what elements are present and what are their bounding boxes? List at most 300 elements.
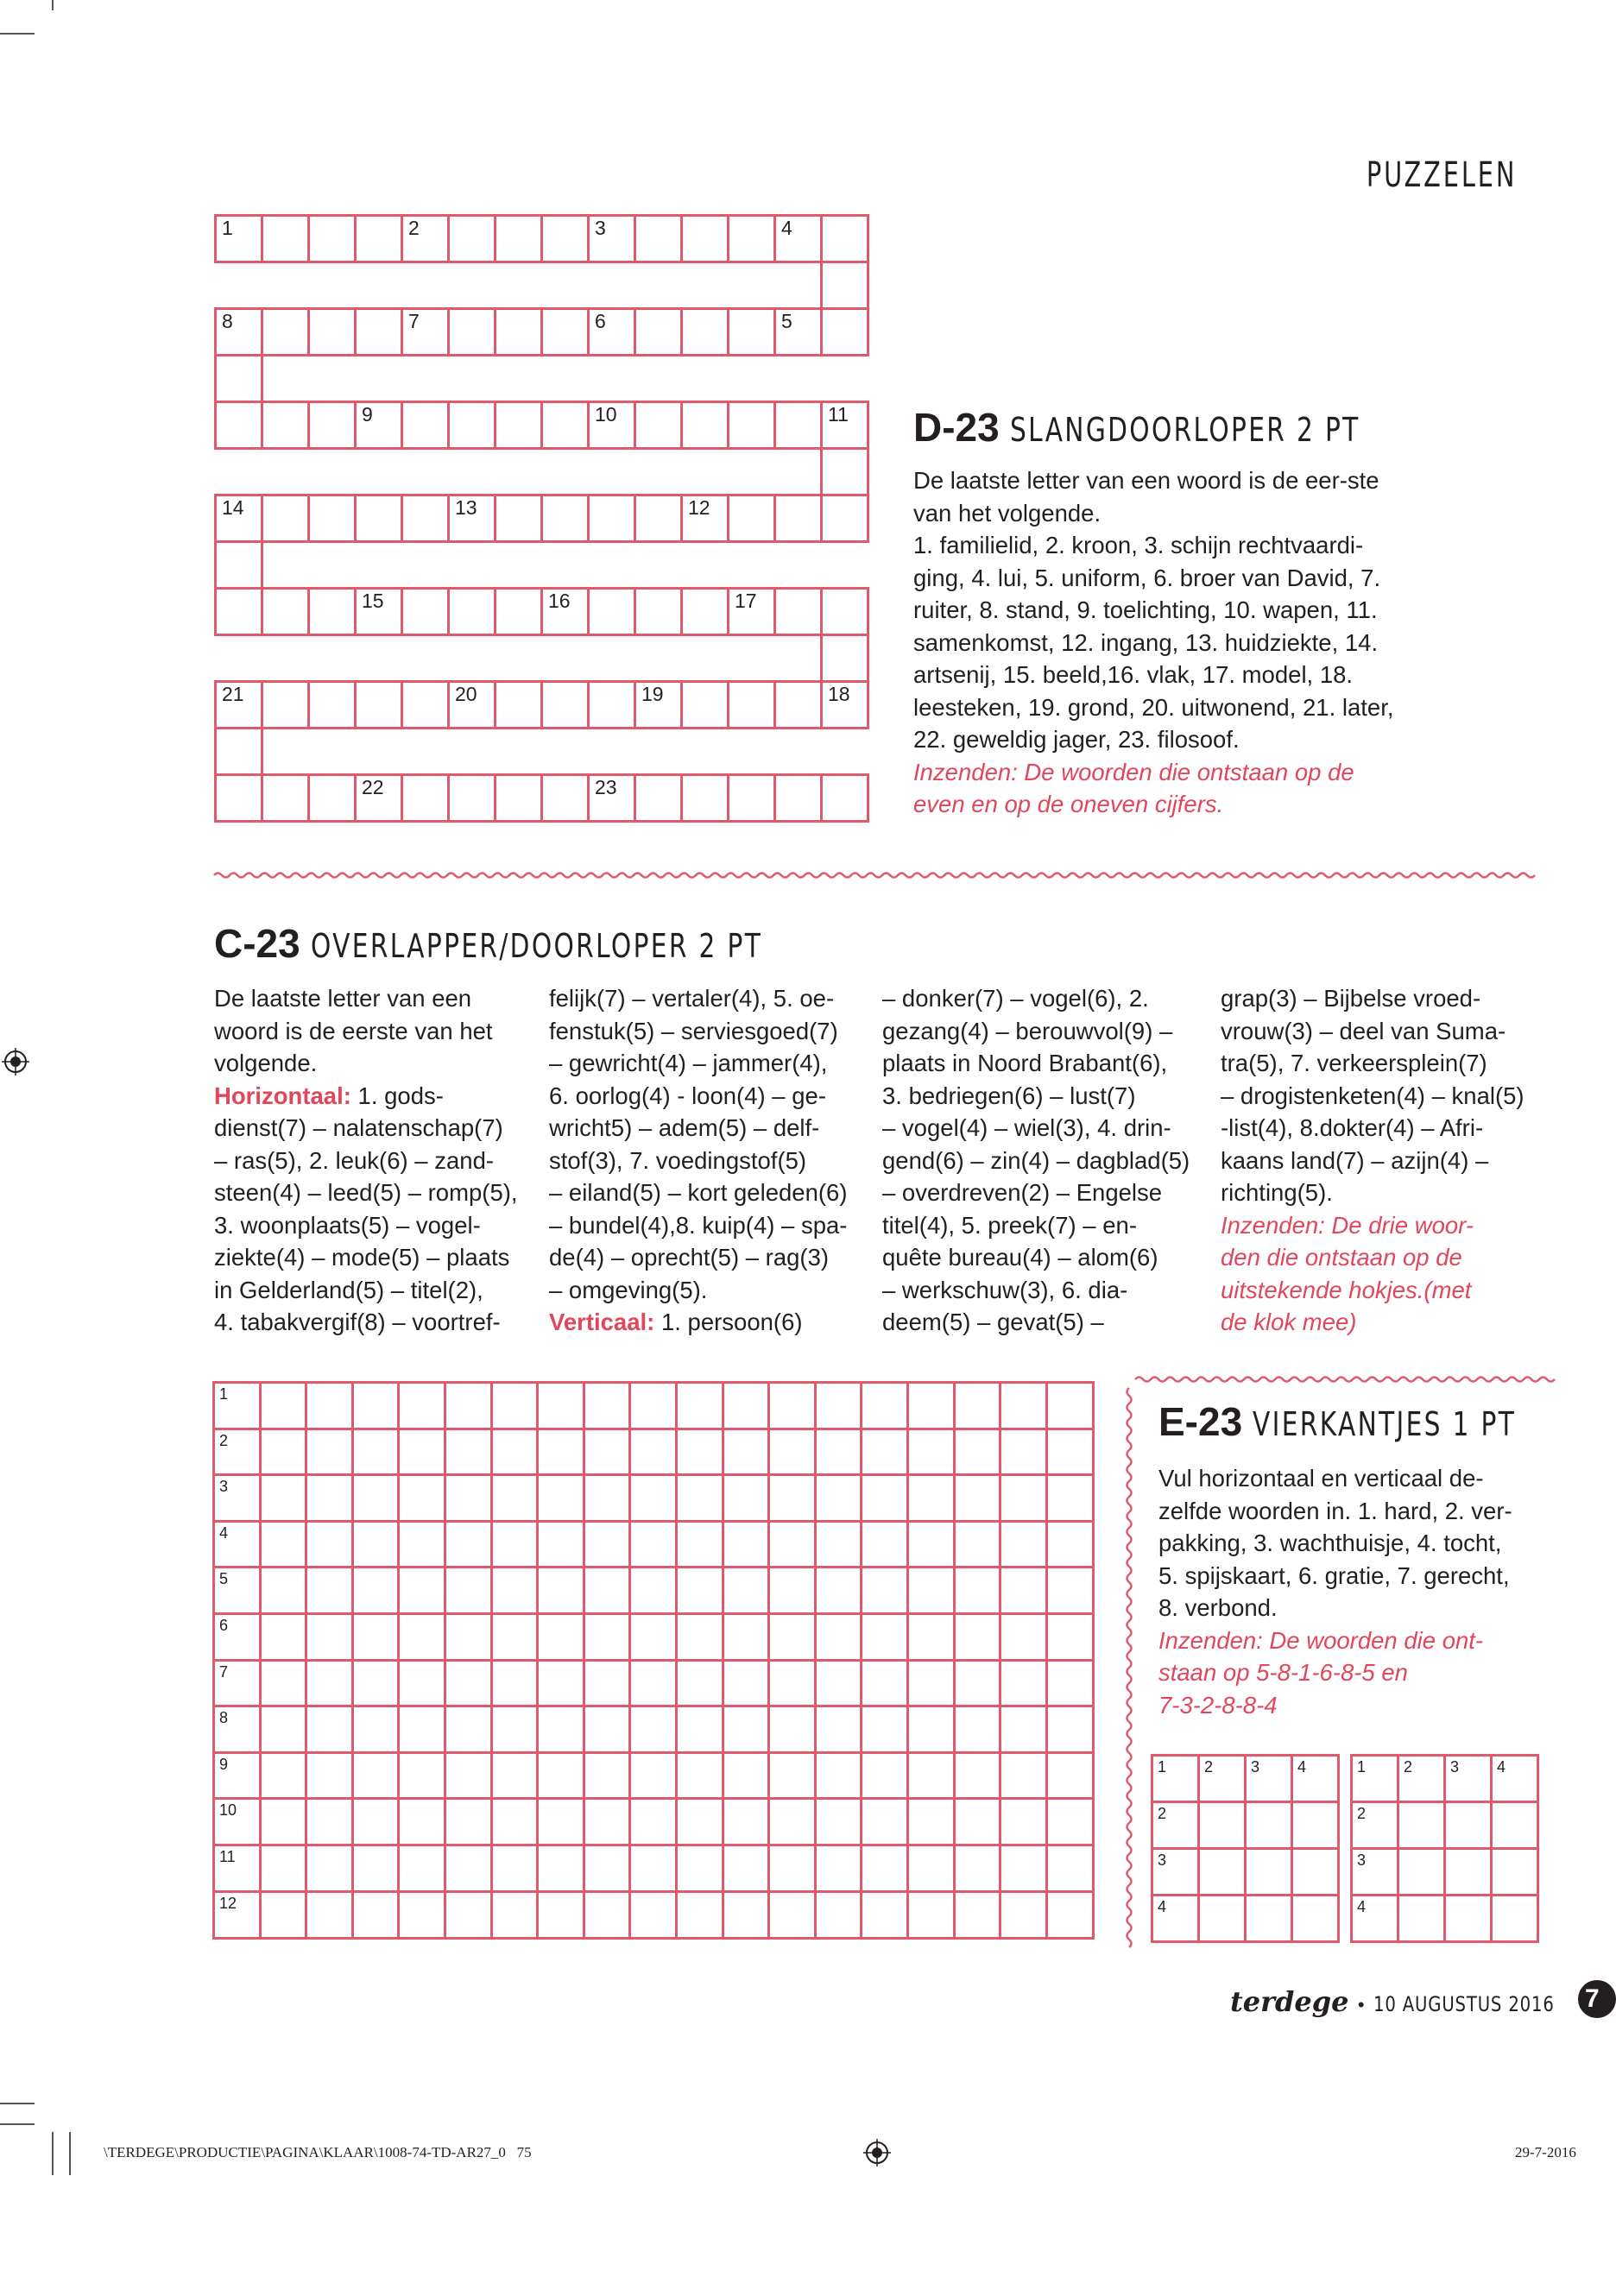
grid-cell[interactable]: [773, 773, 823, 823]
grid-cell[interactable]: [999, 1844, 1048, 1893]
numbered-cell[interactable]: [212, 1797, 262, 1846]
numbered-cell[interactable]: [773, 214, 823, 263]
grid-cell[interactable]: [583, 1428, 632, 1477]
grid-cell[interactable]: [820, 307, 869, 356]
numbered-cell[interactable]: [214, 214, 263, 263]
grid-cell[interactable]: [583, 1797, 632, 1846]
grid-cell[interactable]: [351, 1566, 401, 1615]
numbered-cell[interactable]: [587, 401, 636, 450]
grid-cell[interactable]: [675, 1520, 724, 1569]
grid-cell[interactable]: [1045, 1705, 1095, 1754]
grid-cell[interactable]: [351, 1751, 401, 1801]
grid-cell[interactable]: [214, 587, 263, 636]
grid-cell[interactable]: [727, 773, 776, 823]
grid-cell[interactable]: [634, 494, 683, 543]
grid-cell[interactable]: [261, 773, 310, 823]
grid-cell[interactable]: [214, 540, 263, 590]
grid-cell[interactable]: [214, 354, 263, 403]
grid-cell[interactable]: [722, 1520, 771, 1569]
grid-cell[interactable]: [583, 1705, 632, 1754]
grid-cell[interactable]: [401, 587, 450, 636]
grid-cell[interactable]: [214, 727, 263, 776]
grid-cell[interactable]: [675, 1844, 724, 1893]
grid-cell[interactable]: [767, 1612, 817, 1662]
grid-cell[interactable]: [1045, 1751, 1095, 1801]
grid-cell[interactable]: [490, 1520, 540, 1569]
grid-cell[interactable]: [680, 214, 729, 263]
grid-cell[interactable]: [820, 634, 869, 683]
grid-cell[interactable]: [820, 447, 869, 496]
numbered-cell[interactable]: [680, 494, 729, 543]
grid-cell[interactable]: [490, 1473, 540, 1523]
grid-cell[interactable]: [444, 1566, 493, 1615]
grid-cell[interactable]: [444, 1797, 493, 1846]
grid-cell[interactable]: [1197, 1894, 1247, 1943]
grid-cell[interactable]: [397, 1797, 446, 1846]
grid-cell[interactable]: [540, 773, 590, 823]
grid-cell[interactable]: [351, 1659, 401, 1708]
grid-cell[interactable]: [675, 1890, 724, 1940]
numbered-cell[interactable]: [214, 680, 263, 729]
grid-cell[interactable]: [397, 1751, 446, 1801]
grid-cell[interactable]: [494, 587, 543, 636]
grid-cell[interactable]: [1045, 1844, 1095, 1893]
grid-cell[interactable]: [1244, 1847, 1293, 1896]
grid-cell[interactable]: [490, 1751, 540, 1801]
grid-cell[interactable]: [1291, 1847, 1340, 1896]
grid-cell[interactable]: [536, 1751, 585, 1801]
grid-cell[interactable]: [860, 1473, 909, 1523]
grid-cell[interactable]: [814, 1520, 863, 1569]
grid-cell[interactable]: [351, 1890, 401, 1940]
grid-cell[interactable]: [536, 1566, 585, 1615]
grid-cell[interactable]: [814, 1659, 863, 1708]
grid-cell[interactable]: [583, 1844, 632, 1893]
grid-cell[interactable]: [587, 494, 636, 543]
numbered-cell[interactable]: [212, 1890, 262, 1940]
grid-cell[interactable]: [680, 773, 729, 823]
grid-cell[interactable]: [1045, 1473, 1095, 1523]
grid-cell[interactable]: [767, 1566, 817, 1615]
grid-cell[interactable]: [583, 1473, 632, 1523]
grid-cell[interactable]: [999, 1751, 1048, 1801]
grid-cell[interactable]: [536, 1890, 585, 1940]
grid-cell[interactable]: [722, 1844, 771, 1893]
grid-cell[interactable]: [444, 1473, 493, 1523]
grid-cell[interactable]: [397, 1659, 446, 1708]
grid-cell[interactable]: [814, 1797, 863, 1846]
grid-cell[interactable]: [727, 494, 776, 543]
grid-cell[interactable]: [259, 1705, 308, 1754]
grid-cell[interactable]: [1045, 1520, 1095, 1569]
grid-cell[interactable]: [536, 1612, 585, 1662]
grid-cell[interactable]: [540, 401, 590, 450]
grid-cell[interactable]: [444, 1705, 493, 1754]
grid-cell[interactable]: [628, 1890, 678, 1940]
numbered-cell[interactable]: [214, 307, 263, 356]
grid-cell[interactable]: [722, 1612, 771, 1662]
grid-cell[interactable]: [999, 1520, 1048, 1569]
grid-cell[interactable]: [351, 1520, 401, 1569]
grid-cell[interactable]: [820, 214, 869, 263]
grid-cell[interactable]: [305, 1566, 354, 1615]
numbered-cell[interactable]: [212, 1751, 262, 1801]
grid-cell[interactable]: [305, 1612, 354, 1662]
grid-cell[interactable]: [261, 401, 310, 450]
grid-cell[interactable]: [906, 1566, 956, 1615]
grid-cell[interactable]: [814, 1705, 863, 1754]
grid-cell[interactable]: [1197, 1847, 1247, 1896]
grid-cell[interactable]: [351, 1381, 401, 1430]
grid-cell[interactable]: [675, 1659, 724, 1708]
numbered-cell[interactable]: [1151, 1894, 1200, 1943]
grid-cell[interactable]: [634, 214, 683, 263]
numbered-cell[interactable]: [447, 494, 496, 543]
grid-cell[interactable]: [354, 307, 403, 356]
grid-cell[interactable]: [1045, 1797, 1095, 1846]
grid-cell[interactable]: [261, 680, 310, 729]
grid-cell[interactable]: [814, 1381, 863, 1430]
grid-cell[interactable]: [953, 1751, 1002, 1801]
grid-cell[interactable]: [628, 1428, 678, 1477]
grid-cell[interactable]: [953, 1566, 1002, 1615]
numbered-cell[interactable]: [212, 1566, 262, 1615]
grid-cell[interactable]: [587, 587, 636, 636]
grid-cell[interactable]: [767, 1797, 817, 1846]
grid-cell[interactable]: [906, 1520, 956, 1569]
grid-cell[interactable]: [722, 1381, 771, 1430]
numbered-cell[interactable]: [212, 1381, 262, 1430]
grid-cell[interactable]: [675, 1381, 724, 1430]
grid-cell[interactable]: [305, 1520, 354, 1569]
grid-cell[interactable]: [351, 1797, 401, 1846]
grid-cell[interactable]: [307, 307, 357, 356]
grid-cell[interactable]: [397, 1381, 446, 1430]
grid-cell[interactable]: [628, 1751, 678, 1801]
grid-cell[interactable]: [259, 1428, 308, 1477]
grid-cell[interactable]: [906, 1659, 956, 1708]
grid-cell[interactable]: [634, 307, 683, 356]
grid-cell[interactable]: [999, 1659, 1048, 1708]
grid-cell[interactable]: [261, 587, 310, 636]
grid-cell[interactable]: [397, 1428, 446, 1477]
grid-cell[interactable]: [583, 1520, 632, 1569]
grid-cell[interactable]: [397, 1612, 446, 1662]
numbered-cell[interactable]: [214, 494, 263, 543]
grid-cell[interactable]: [536, 1797, 585, 1846]
grid-cell[interactable]: [999, 1705, 1048, 1754]
grid-cell[interactable]: [401, 773, 450, 823]
grid-cell[interactable]: [447, 587, 496, 636]
grid-cell[interactable]: [634, 587, 683, 636]
grid-cell[interactable]: [490, 1659, 540, 1708]
grid-cell[interactable]: [214, 773, 263, 823]
grid-cell[interactable]: [354, 680, 403, 729]
grid-cell[interactable]: [259, 1612, 308, 1662]
grid-cell[interactable]: [906, 1381, 956, 1430]
numbered-cell[interactable]: [1350, 1847, 1399, 1896]
grid-cell[interactable]: [1045, 1566, 1095, 1615]
numbered-cell[interactable]: [1350, 1801, 1399, 1850]
grid-cell[interactable]: [628, 1612, 678, 1662]
grid-cell[interactable]: [490, 1428, 540, 1477]
grid-cell[interactable]: [583, 1751, 632, 1801]
grid-cell[interactable]: [490, 1566, 540, 1615]
numbered-cell[interactable]: [1490, 1754, 1539, 1803]
grid-cell[interactable]: [860, 1520, 909, 1569]
grid-cell[interactable]: [814, 1751, 863, 1801]
grid-cell[interactable]: [1291, 1801, 1340, 1850]
numbered-cell[interactable]: [212, 1705, 262, 1754]
grid-cell[interactable]: [767, 1890, 817, 1940]
grid-cell[interactable]: [722, 1473, 771, 1523]
grid-cell[interactable]: [860, 1659, 909, 1708]
grid-cell[interactable]: [259, 1381, 308, 1430]
grid-cell[interactable]: [860, 1566, 909, 1615]
numbered-cell[interactable]: [773, 307, 823, 356]
grid-cell[interactable]: [820, 494, 869, 543]
grid-cell[interactable]: [1490, 1894, 1539, 1943]
grid-cell[interactable]: [722, 1751, 771, 1801]
grid-cell[interactable]: [999, 1797, 1048, 1846]
grid-cell[interactable]: [634, 401, 683, 450]
grid-cell[interactable]: [444, 1428, 493, 1477]
numbered-cell[interactable]: [212, 1428, 262, 1477]
grid-cell[interactable]: [767, 1844, 817, 1893]
grid-cell[interactable]: [305, 1890, 354, 1940]
grid-cell[interactable]: [906, 1797, 956, 1846]
numbered-cell[interactable]: [212, 1520, 262, 1569]
grid-cell[interactable]: [307, 773, 357, 823]
numbered-cell[interactable]: [447, 680, 496, 729]
grid-cell[interactable]: [447, 307, 496, 356]
grid-cell[interactable]: [1045, 1659, 1095, 1708]
numbered-cell[interactable]: [1151, 1754, 1200, 1803]
grid-cell[interactable]: [1244, 1894, 1293, 1943]
grid-cell[interactable]: [1045, 1381, 1095, 1430]
grid-cell[interactable]: [767, 1751, 817, 1801]
grid-cell[interactable]: [860, 1428, 909, 1477]
grid-cell[interactable]: [680, 587, 729, 636]
grid-cell[interactable]: [305, 1797, 354, 1846]
grid-cell[interactable]: [401, 401, 450, 450]
grid-cell[interactable]: [536, 1844, 585, 1893]
grid-cell[interactable]: [536, 1705, 585, 1754]
grid-cell[interactable]: [999, 1566, 1048, 1615]
grid-cell[interactable]: [860, 1612, 909, 1662]
grid-cell[interactable]: [583, 1612, 632, 1662]
grid-cell[interactable]: [860, 1381, 909, 1430]
numbered-cell[interactable]: [634, 680, 683, 729]
grid-cell[interactable]: [1490, 1801, 1539, 1850]
grid-cell[interactable]: [628, 1844, 678, 1893]
grid-cell[interactable]: [860, 1705, 909, 1754]
grid-cell[interactable]: [906, 1890, 956, 1940]
numbered-cell[interactable]: [401, 307, 450, 356]
grid-cell[interactable]: [540, 680, 590, 729]
grid-cell[interactable]: [814, 1612, 863, 1662]
numbered-cell[interactable]: [587, 773, 636, 823]
numbered-cell[interactable]: [354, 587, 403, 636]
grid-cell[interactable]: [583, 1381, 632, 1430]
grid-cell[interactable]: [953, 1612, 1002, 1662]
grid-cell[interactable]: [397, 1890, 446, 1940]
grid-cell[interactable]: [773, 401, 823, 450]
grid-cell[interactable]: [680, 307, 729, 356]
grid-cell[interactable]: [259, 1473, 308, 1523]
numbered-cell[interactable]: [1350, 1894, 1399, 1943]
grid-cell[interactable]: [307, 680, 357, 729]
grid-cell[interactable]: [536, 1520, 585, 1569]
numbered-cell[interactable]: [820, 680, 869, 729]
grid-cell[interactable]: [953, 1659, 1002, 1708]
grid-cell[interactable]: [259, 1797, 308, 1846]
grid-cell[interactable]: [999, 1428, 1048, 1477]
grid-cell[interactable]: [444, 1844, 493, 1893]
grid-cell[interactable]: [307, 494, 357, 543]
grid-cell[interactable]: [259, 1751, 308, 1801]
grid-cell[interactable]: [490, 1844, 540, 1893]
numbered-cell[interactable]: [540, 587, 590, 636]
grid-cell[interactable]: [767, 1659, 817, 1708]
grid-cell[interactable]: [1291, 1894, 1340, 1943]
grid-cell[interactable]: [722, 1890, 771, 1940]
grid-cell[interactable]: [214, 401, 263, 450]
grid-cell[interactable]: [767, 1381, 817, 1430]
grid-cell[interactable]: [953, 1381, 1002, 1430]
grid-cell[interactable]: [305, 1381, 354, 1430]
grid-cell[interactable]: [307, 587, 357, 636]
grid-cell[interactable]: [583, 1890, 632, 1940]
grid-cell[interactable]: [906, 1428, 956, 1477]
grid-cell[interactable]: [953, 1428, 1002, 1477]
grid-cell[interactable]: [444, 1659, 493, 1708]
grid-cell[interactable]: [587, 680, 636, 729]
grid-cell[interactable]: [494, 214, 543, 263]
grid-cell[interactable]: [444, 1612, 493, 1662]
numbered-cell[interactable]: [354, 401, 403, 450]
grid-cell[interactable]: [906, 1844, 956, 1893]
grid-cell[interactable]: [397, 1566, 446, 1615]
numbered-cell[interactable]: [354, 773, 403, 823]
grid-cell[interactable]: [814, 1890, 863, 1940]
grid-cell[interactable]: [444, 1890, 493, 1940]
grid-cell[interactable]: [906, 1705, 956, 1754]
grid-cell[interactable]: [906, 1473, 956, 1523]
grid-cell[interactable]: [680, 401, 729, 450]
grid-cell[interactable]: [490, 1890, 540, 1940]
grid-cell[interactable]: [351, 1428, 401, 1477]
grid-cell[interactable]: [536, 1381, 585, 1430]
grid-cell[interactable]: [397, 1705, 446, 1754]
grid-cell[interactable]: [953, 1705, 1002, 1754]
grid-cell[interactable]: [675, 1428, 724, 1477]
grid-cell[interactable]: [401, 680, 450, 729]
grid-cell[interactable]: [727, 214, 776, 263]
grid-cell[interactable]: [261, 494, 310, 543]
numbered-cell[interactable]: [1443, 1754, 1493, 1803]
grid-cell[interactable]: [397, 1520, 446, 1569]
grid-cell[interactable]: [1045, 1428, 1095, 1477]
grid-cell[interactable]: [767, 1428, 817, 1477]
grid-cell[interactable]: [444, 1520, 493, 1569]
grid-cell[interactable]: [860, 1751, 909, 1801]
grid-cell[interactable]: [1443, 1801, 1493, 1850]
grid-cell[interactable]: [583, 1659, 632, 1708]
grid-cell[interactable]: [259, 1566, 308, 1615]
grid-cell[interactable]: [1443, 1847, 1493, 1896]
grid-cell[interactable]: [999, 1890, 1048, 1940]
grid-cell[interactable]: [680, 680, 729, 729]
numbered-cell[interactable]: [1151, 1801, 1200, 1850]
grid-cell[interactable]: [490, 1381, 540, 1430]
grid-cell[interactable]: [261, 307, 310, 356]
grid-cell[interactable]: [953, 1890, 1002, 1940]
numbered-cell[interactable]: [1350, 1754, 1399, 1803]
grid-cell[interactable]: [583, 1566, 632, 1615]
grid-cell[interactable]: [814, 1844, 863, 1893]
grid-cell[interactable]: [628, 1520, 678, 1569]
numbered-cell[interactable]: [401, 214, 450, 263]
grid-cell[interactable]: [305, 1844, 354, 1893]
grid-cell[interactable]: [860, 1844, 909, 1893]
numbered-cell[interactable]: [727, 587, 776, 636]
grid-cell[interactable]: [814, 1428, 863, 1477]
grid-cell[interactable]: [490, 1797, 540, 1846]
grid-cell[interactable]: [675, 1751, 724, 1801]
grid-cell[interactable]: [906, 1751, 956, 1801]
grid-cell[interactable]: [767, 1473, 817, 1523]
grid-cell[interactable]: [1490, 1847, 1539, 1896]
grid-cell[interactable]: [447, 214, 496, 263]
numbered-cell[interactable]: [587, 214, 636, 263]
grid-cell[interactable]: [494, 307, 543, 356]
grid-cell[interactable]: [814, 1473, 863, 1523]
grid-cell[interactable]: [1397, 1894, 1446, 1943]
grid-cell[interactable]: [354, 214, 403, 263]
grid-cell[interactable]: [536, 1428, 585, 1477]
numbered-cell[interactable]: [1397, 1754, 1446, 1803]
numbered-cell[interactable]: [587, 307, 636, 356]
grid-cell[interactable]: [490, 1705, 540, 1754]
grid-cell[interactable]: [727, 307, 776, 356]
grid-cell[interactable]: [727, 680, 776, 729]
grid-cell[interactable]: [953, 1797, 1002, 1846]
grid-cell[interactable]: [634, 773, 683, 823]
grid-cell[interactable]: [628, 1797, 678, 1846]
numbered-cell[interactable]: [1244, 1754, 1293, 1803]
grid-cell[interactable]: [675, 1705, 724, 1754]
grid-cell[interactable]: [259, 1844, 308, 1893]
grid-cell[interactable]: [773, 587, 823, 636]
numbered-cell[interactable]: [212, 1844, 262, 1893]
grid-cell[interactable]: [351, 1844, 401, 1893]
grid-cell[interactable]: [906, 1612, 956, 1662]
grid-cell[interactable]: [999, 1381, 1048, 1430]
grid-cell[interactable]: [444, 1751, 493, 1801]
grid-cell[interactable]: [1397, 1801, 1446, 1850]
numbered-cell[interactable]: [212, 1612, 262, 1662]
grid-cell[interactable]: [1244, 1801, 1293, 1850]
numbered-cell[interactable]: [212, 1473, 262, 1523]
grid-cell[interactable]: [1045, 1612, 1095, 1662]
grid-cell[interactable]: [494, 680, 543, 729]
grid-cell[interactable]: [999, 1473, 1048, 1523]
grid-cell[interactable]: [261, 214, 310, 263]
grid-cell[interactable]: [675, 1473, 724, 1523]
grid-cell[interactable]: [1045, 1890, 1095, 1940]
grid-cell[interactable]: [773, 680, 823, 729]
